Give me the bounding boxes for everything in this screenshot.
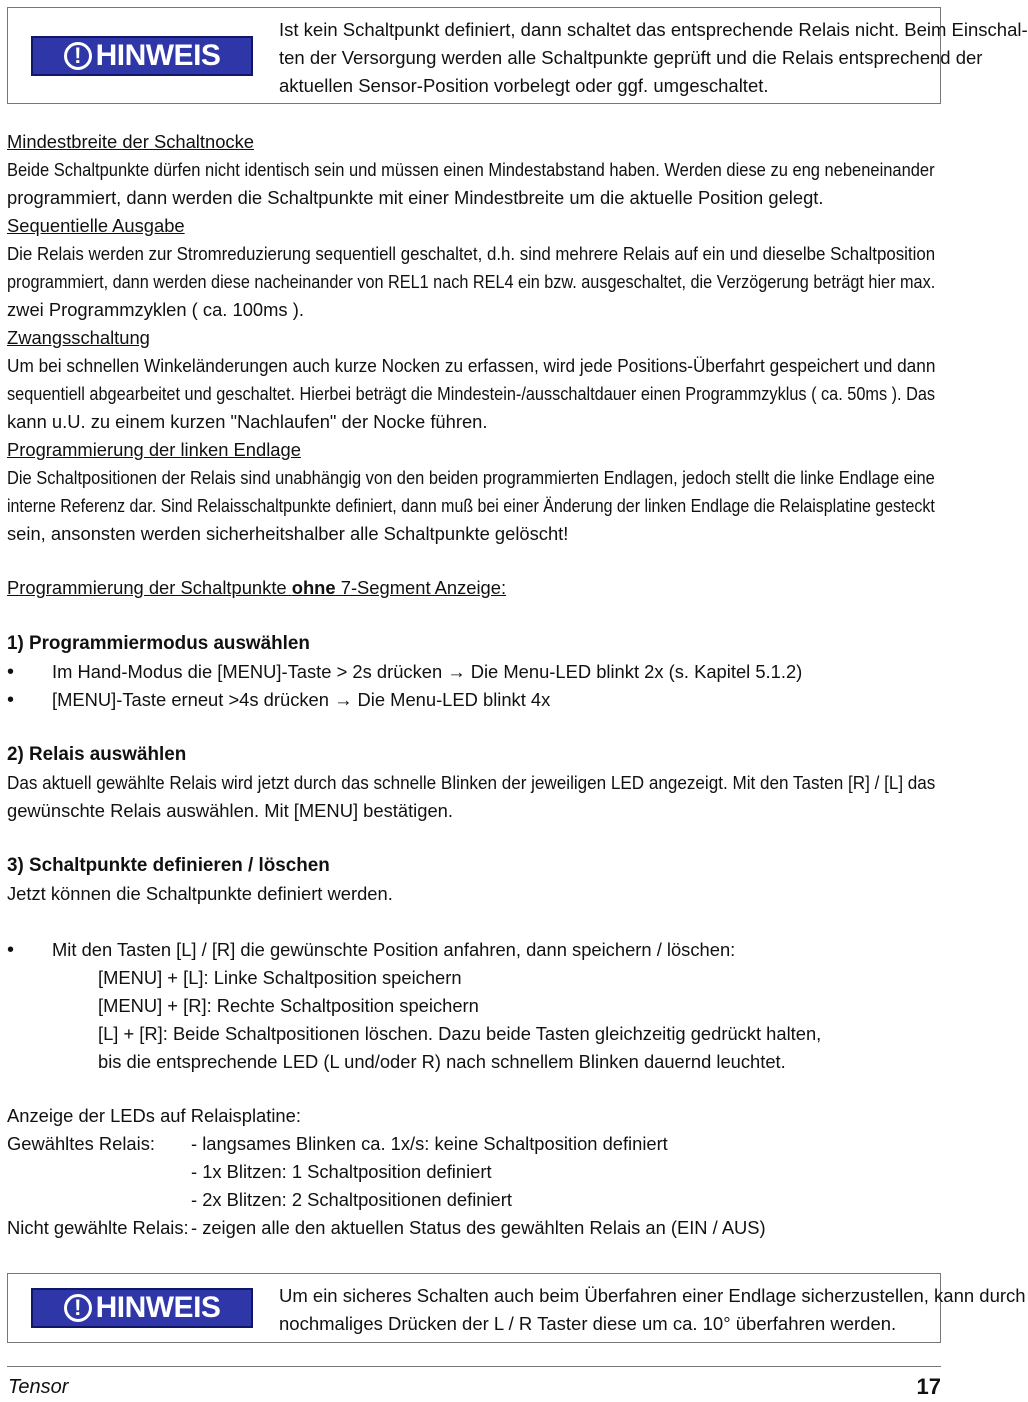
notice-line: Um ein sicheres Schalten auch beim Überfahren einer Endlage sicherzustellen, kann durch xyxy=(279,1285,1026,1306)
step-1-heading: 1) Programmiermodus auswählen xyxy=(7,633,310,654)
sub-item: [MENU] + [R]: Rechte Schaltposition speichern xyxy=(98,995,479,1016)
hinweis-badge xyxy=(31,1288,253,1328)
led-label-selected: Gewähltes Relais: xyxy=(7,1133,155,1154)
notice-text-1 xyxy=(279,16,1028,100)
bullet-text: Die Menu-LED blinkt 2x (s. Kapitel 5.1.2) xyxy=(470,661,803,682)
step-3-heading: 3) Schaltpunkte definieren / löschen xyxy=(7,855,330,876)
step-1-bullet-1 xyxy=(52,658,935,686)
paragraph-line: zwei Programmzyklen ( ca. 100ms ). xyxy=(7,299,304,320)
step-2-heading: 2) Relais auswählen xyxy=(7,744,187,765)
notice-line: Ist kein Schaltpunkt definiert, dann schaltet das entsprechende Relais nicht. Beim Einschal- xyxy=(279,19,1028,40)
paragraph-line: Das aktuell gewählte Relais wird jetzt durch das schnelle Blinken der jeweiligen LED angezeigt. Mit den Tasten [R] / [L] das xyxy=(7,772,936,793)
paragraph-line: programmiert, dann werden diese nacheinander von REL1 nach REL4 ein bzw. ausgeschaltet, die Verzögerung beträgt hier max. xyxy=(7,271,936,292)
step-3-bullet: Mit den Tasten [L] / [R] die gewünschte Position anfahren, dann speichern / löschen: xyxy=(52,939,736,960)
bullet-text: Die Menu-LED blinkt 4x xyxy=(357,689,551,710)
exclamation-icon: ! xyxy=(64,1294,92,1322)
bullet-text: [MENU]-Taste erneut >4s drücken xyxy=(52,689,329,710)
notice-box-2 xyxy=(7,1273,1026,1343)
section-heading-mindestbreite: Mindestbreite der Schaltnocke xyxy=(7,131,254,152)
sub-item: [MENU] + [L]: Linke Schaltposition speichern xyxy=(98,967,462,988)
led-item: - zeigen alle den aktuellen Status des gewählten Relais an (EIN / AUS) xyxy=(191,1217,766,1238)
paragraph-line: programmiert, dann werden die Schaltpunkte mit einer Mindestbreite um die aktuelle Position gelegt. xyxy=(7,187,824,208)
arrow-right-icon: → xyxy=(334,689,353,710)
paragraph-line: Um bei schnellen Winkeländerungen auch kurze Nocken zu erfassen, wird jede Positions-Überfahrt gespeichert und dann xyxy=(7,355,936,376)
heading-part: 7-Segment Anzeige: xyxy=(335,577,507,598)
bullet-dot: • xyxy=(7,661,15,683)
notice-box-1 xyxy=(7,7,1028,104)
footer-divider xyxy=(7,1366,941,1367)
bullet-dot: • xyxy=(7,939,15,961)
heading-emphasis: ohne xyxy=(291,577,336,598)
hinweis-label: HINWEIS xyxy=(95,1291,221,1324)
section-heading-zwangsschaltung: Zwangsschaltung xyxy=(7,327,150,348)
paragraph-line: Jetzt können die Schaltpunkte definiert werden. xyxy=(7,883,393,904)
led-heading: Anzeige der LEDs auf Relaisplatine: xyxy=(7,1105,301,1126)
paragraph-line: sein, ansonsten werden sicherheitshalber alle Schaltpunkte gelöscht! xyxy=(7,523,569,544)
section-heading-ohne-anzeige xyxy=(7,574,935,602)
arrow-right-icon: → xyxy=(447,661,466,682)
sub-item: bis die entsprechende LED (L und/oder R) nach schnellem Blinken dauernd leuchtet. xyxy=(98,1051,786,1072)
hinweis-badge xyxy=(31,36,253,76)
paragraph-line: interne Referenz dar. Sind Relaisschaltpunkte definiert, dann muß bei einer Änderung der linken Endlage die Relaisplatine gesteckt xyxy=(7,495,935,516)
paragraph-line: gewünschte Relais auswählen. Mit [MENU] bestätigen. xyxy=(7,800,453,821)
notice-line: nochmaliges Drücken der L / R Taster diese um ca. 10° überfahren werden. xyxy=(279,1313,897,1334)
hinweis-label: HINWEIS xyxy=(95,39,221,72)
notice-line: aktuellen Sensor-Position vorbelegt oder ggf. umgeschaltet. xyxy=(279,75,769,96)
heading-part: Programmierung der Schaltpunkte xyxy=(7,577,292,598)
notice-text-2 xyxy=(279,1282,1026,1338)
sub-item: [L] + [R]: Beide Schaltpositionen löschen. Dazu beide Tasten gleichzeitig gedrückt halten, xyxy=(98,1023,822,1044)
notice-line: ten der Versorgung werden alle Schaltpunkte geprüft und die Relais entsprechend der xyxy=(279,47,983,68)
led-item: - langsames Blinken ca. 1x/s: keine Schaltposition definiert xyxy=(191,1133,668,1154)
led-item: - 2x Blitzen: 2 Schaltpositionen definiert xyxy=(191,1189,512,1210)
exclamation-icon: ! xyxy=(64,42,92,70)
bullet-text: Im Hand-Modus die [MENU]-Taste > 2s drücken xyxy=(52,661,443,682)
step-1-bullet-2 xyxy=(52,686,935,714)
bullet-dot: • xyxy=(7,689,15,711)
led-item: - 1x Blitzen: 1 Schaltposition definiert xyxy=(191,1161,492,1182)
footer-brand: Tensor xyxy=(8,1376,69,1398)
led-label-unselected: Nicht gewählte Relais: xyxy=(7,1217,189,1238)
paragraph-line: Beide Schaltpunkte dürfen nicht identisch sein und müssen einen Mindestabstand haben. Werden diese zu eng nebeneinander xyxy=(7,159,935,180)
paragraph-line: Die Schaltpositionen der Relais sind unabhängig von den beiden programmierten Endlagen, jedoch stellt die linke Endlage eine xyxy=(7,467,935,488)
paragraph-line: kann u.U. zu einem kurzen "Nachlaufen" der Nocke führen. xyxy=(7,411,488,432)
page-number: 17 xyxy=(916,1374,941,1399)
section-heading-endlage: Programmierung der linken Endlage xyxy=(7,439,301,460)
paragraph-line: sequentiell abgearbeitet und geschaltet. Hierbei beträgt die Mindestein-/ausschaltdauer einen Programmzyklus ( ca. 50ms ). Das xyxy=(7,383,936,404)
section-heading-sequentiell: Sequentielle Ausgabe xyxy=(7,215,185,236)
paragraph-line: Die Relais werden zur Stromreduzierung sequentiell geschaltet, d.h. sind mehrere Relais auf ein und dieselbe Schaltposition xyxy=(7,243,936,264)
